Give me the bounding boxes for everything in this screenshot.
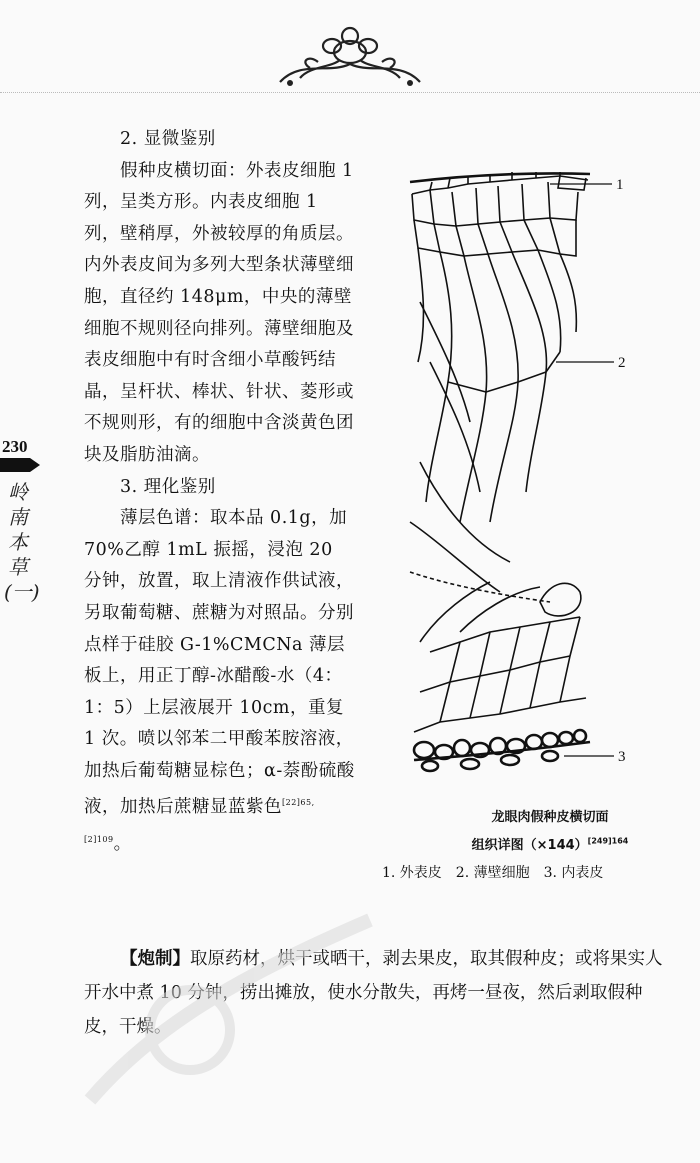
- page-marker-bar: [0, 458, 40, 472]
- figure-label-2: 2: [618, 355, 626, 371]
- section-body-end: 。: [113, 833, 132, 854]
- header-ornament: [0, 0, 700, 100]
- figure-legend: 1. 外表皮 2. 薄壁细胞 3. 内表皮: [382, 865, 604, 881]
- section-body-physicochemical: [84, 503, 356, 860]
- left-column: [84, 124, 356, 860]
- processing-label: 【炮制】: [120, 949, 190, 969]
- figure-caption-title: 龙眼肉假种皮横切面: [491, 810, 609, 825]
- figure-caption-sub: 组织详图（×144）: [471, 838, 588, 853]
- section-body-microscopy: 假种皮横切面：外表皮细胞 1 列，呈类方形。内表皮细胞 1 列，壁稍厚，外被较厚的角质层。内外表皮间为多列大型条状薄壁细胞，直径约 148μm，中央的薄壁细胞不规则径向排列。薄壁细胞及表皮细胞中有时含细小草酸钙结晶，呈杆状、棒状、针状、菱形或不规则形，有的细胞中含淡黄色团块及脂肪油滴。: [84, 160, 354, 465]
- book-title: 岭南本草(一): [4, 480, 40, 604]
- watermark: [70, 880, 390, 1140]
- section-heading-physicochemical: 3. 理化鉴别: [120, 476, 216, 497]
- tissue-cross-section-figure: [400, 162, 660, 802]
- section-heading-microscopy: 2. 显微鉴别: [120, 129, 216, 149]
- section-body-text: 薄层色谱：取本品 0.1g，加 70%乙醇 1mL 振摇，浸泡 20 分钟，放置，取上清液作供试液，另取葡萄糖、蔗糖为对照品。分别点样于硅胶 G-1%CMCNa 薄层板上，用正丁醇-冰醋酸-水（4：1：5）上层液展开 10cm，重复 1 次。喷以邻苯二甲酸苯胺溶液，加热后葡萄糖显棕色；α-萘酚硫酸液，加热后蔗糖显蓝紫色: [84, 508, 355, 818]
- page-number: 230: [2, 437, 28, 456]
- figure-caption-ref: [249]164: [587, 836, 629, 846]
- header-rule: [0, 92, 700, 93]
- figure-caption-subtitle: [420, 834, 680, 853]
- reference-superscript: [22]65,[2]109: [84, 798, 315, 844]
- figure-label-1: 1: [616, 177, 624, 193]
- processing-text: 取原药材，烘干或晒干，剥去果皮，取其假种皮；或将果实人开水中煮 10 分钟，捞出摊放，使水分散失，再烤一昼夜，然后剥取假种皮，干燥。: [84, 949, 663, 1037]
- figure-label-3: 3: [618, 749, 626, 765]
